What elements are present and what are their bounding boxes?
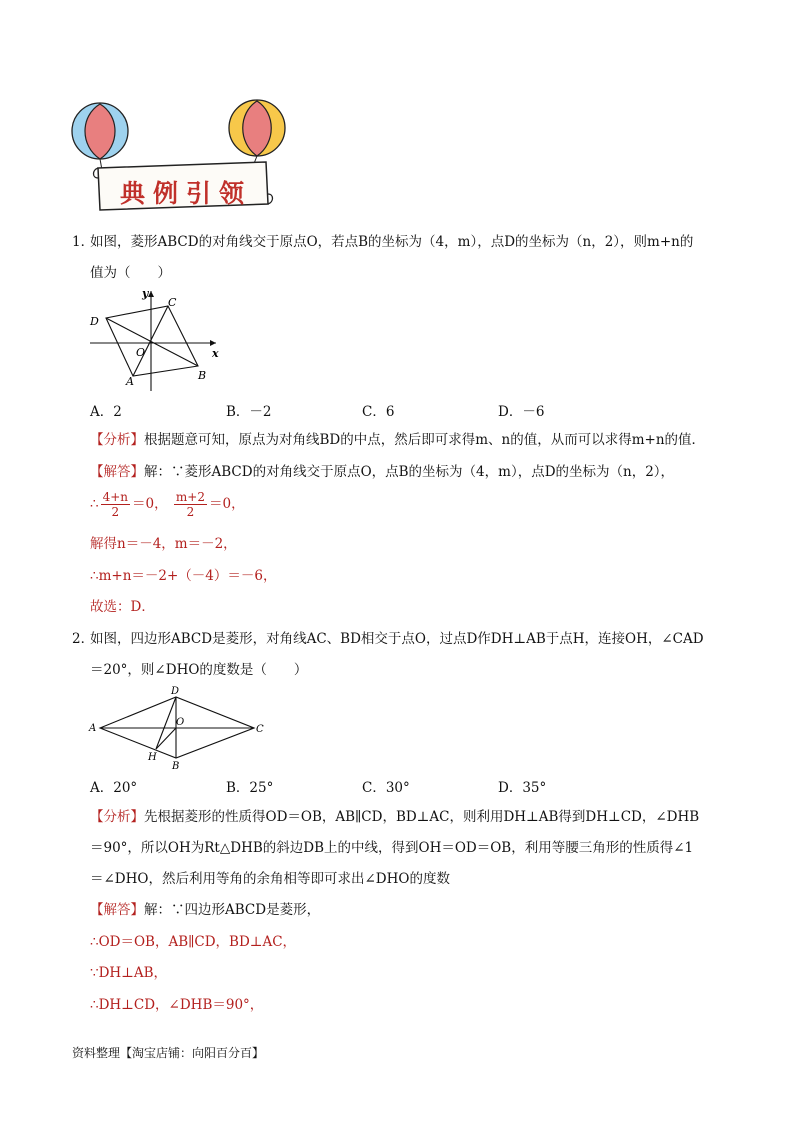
- q2-answer-line4: ∴DH⊥CD，∠DHB＝90°，: [90, 997, 264, 1013]
- q2-answer-line2: ∴OD＝OB，AB∥CD，BD⊥AC，: [90, 934, 297, 950]
- q1-answer-line3: 解得n＝－4，m＝－2，: [90, 536, 237, 552]
- q1-stem-line2: 值为（ ）: [90, 265, 171, 281]
- q1-stem-line1: 如图，菱形ABCD的对角线交于原点O，若点B的坐标为（4，m），点D的坐标为（n，2），则m+n的: [90, 234, 694, 250]
- q2-segment-dh: [156, 697, 176, 749]
- q1-answer-line4: ∴m+n＝－2+（－4）＝－6，: [90, 568, 277, 584]
- q1-frac1-num: 4+n: [102, 490, 129, 504]
- q1-analysis-text: 根据题意可知，原点为对角线BD的中点，然后即可求得m、n的值，从而可以求得m+n的值．: [144, 432, 706, 448]
- q1-fraction-2: [174, 490, 207, 519]
- q2-answer-line3: ∵DH⊥AB，: [90, 965, 168, 981]
- q1-option-d[interactable]: D．－6: [498, 404, 545, 420]
- q1-fraction-line: [90, 490, 245, 519]
- balloon-right-icon: [229, 100, 285, 166]
- q1-label-c: C: [168, 296, 177, 309]
- q1-analysis-tag: 【分析】: [90, 432, 144, 448]
- q2-option-b[interactable]: B．25°: [226, 780, 274, 796]
- q1-option-a[interactable]: A．2: [90, 404, 122, 420]
- q1-option-b[interactable]: B．－2: [226, 404, 272, 420]
- q2-option-d[interactable]: D．35°: [498, 780, 547, 796]
- q2-stem-line1: 如图，四边形ABCD是菱形，对角线AC、BD相交于点O，过点D作DH⊥AB于点H，连接OH，∠CAD: [90, 631, 704, 647]
- q2-label-c: C: [256, 724, 264, 735]
- q1-frac1-den: 2: [111, 505, 120, 519]
- q2-answer-line1: [90, 901, 320, 919]
- q1-figure: [88, 285, 228, 395]
- q2-label-o: O: [176, 717, 185, 728]
- q2-analysis-text1: 先根据菱形的性质得OD＝OB，AB∥CD，BD⊥AC，则利用DH⊥AB得到DH⊥CD，∠DHB: [144, 809, 700, 825]
- q1-answer-text: 解：∵菱形ABCD的对角线交于原点O，点B的坐标为（4，m），点D的坐标为（n，2），: [144, 464, 675, 480]
- q1-option-c[interactable]: C．6: [362, 404, 395, 420]
- q1-eq1: ＝0，: [132, 496, 168, 512]
- q2-figure: [86, 683, 276, 773]
- q1-label-x: x: [212, 347, 219, 360]
- banner-title: 典例引领: [120, 179, 253, 208]
- q1-answer-line1: [90, 463, 674, 481]
- q2-analysis-tag: 【分析】: [90, 809, 144, 825]
- q1-analysis: [90, 431, 705, 449]
- q2-option-c[interactable]: C．30°: [362, 780, 410, 796]
- q1-answer-line5: 故选：D．: [90, 599, 155, 615]
- q1-label-d: D: [90, 315, 99, 328]
- q2-analysis-line2: ＝90°，所以OH为Rt△DHB的斜边DB上的中线，得到OH＝OD＝OB，利用等腰三角形的性质得∠1: [90, 840, 694, 856]
- q1-label-a: A: [126, 375, 134, 388]
- q1-diagonal-bd: [106, 318, 198, 366]
- q1-fraction-1: [101, 490, 130, 519]
- q1-rhombus: [106, 306, 198, 376]
- q2-stem-line2: ＝20°，则∠DHO的度数是（ ）: [90, 662, 308, 678]
- q2-analysis-line3: ＝∠DHO，然后利用等角的余角相等即可求出∠DHO的度数: [90, 871, 450, 887]
- q2-number: 2．: [72, 631, 95, 647]
- q1-label-y: y: [142, 287, 149, 300]
- banner: [70, 98, 290, 218]
- q1-frac2-den: 2: [186, 505, 195, 519]
- q2-label-b: B: [172, 761, 180, 772]
- q1-frac2-num: m+2: [175, 490, 205, 504]
- q1-therefore: ∴: [90, 496, 99, 512]
- q2-segment-oh: [156, 728, 176, 749]
- q2-analysis-line1: [90, 808, 699, 826]
- q1-label-o: O: [136, 346, 146, 359]
- q1-label-b: B: [198, 369, 207, 382]
- balloon-left-icon: [72, 103, 128, 170]
- footer-text: 资料整理【淘宝店铺：向阳百分百】: [72, 1046, 265, 1060]
- q2-label-a: A: [89, 723, 97, 734]
- q2-answer-text1: 解：∵四边形ABCD是菱形，: [144, 902, 321, 918]
- q2-label-h: H: [148, 752, 157, 763]
- q2-label-d: D: [171, 686, 180, 697]
- q1-answer-tag: 【解答】: [90, 464, 144, 480]
- q1-eq2: ＝0，: [208, 496, 245, 512]
- q2-option-a[interactable]: A．20°: [90, 780, 138, 796]
- q1-number: 1．: [72, 234, 95, 250]
- q2-answer-tag: 【解答】: [90, 902, 144, 918]
